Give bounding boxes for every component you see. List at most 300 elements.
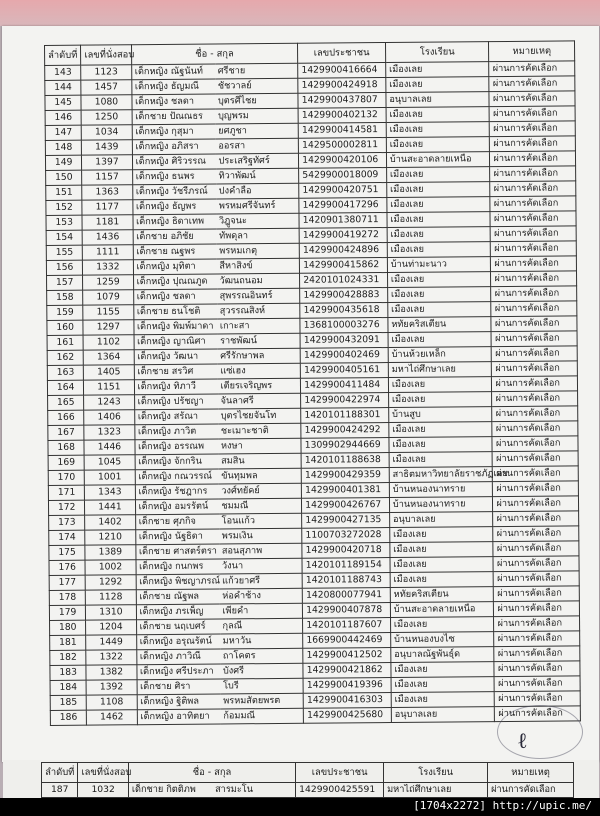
image-credit: [1704x2272] http://upic.me/ [413, 799, 592, 812]
cell-school: เมืองเลย [386, 107, 490, 123]
cell-exam-no: 1406 [84, 410, 134, 425]
cell-exam-no: 1457 [81, 80, 131, 95]
cell-name: เด็กหญิง พิมพ์มาดา [133, 319, 218, 335]
cell-seq: 174 [49, 530, 85, 545]
header-seq: ลำดับที่ [45, 45, 82, 65]
cell-note: ผ่านการคัดเลือก [493, 451, 579, 467]
cell-id: 1420800077941 [302, 588, 390, 604]
cell-id: 1429900420751 [299, 183, 387, 199]
cell-seq: 161 [47, 335, 83, 350]
cell-name: เด็กหญิง อมรรัตน์ [135, 499, 220, 515]
cell-school: เมืองเลย [391, 692, 495, 708]
cell-id: 1429900437807 [298, 93, 386, 109]
cell-note: ผ่านการคัดเลือก [494, 661, 580, 677]
cell-surname: บังศรี [221, 663, 303, 679]
cell-id: 1429900407878 [303, 602, 391, 618]
cell-name: เด็กหญิง ศรีประภา [136, 664, 221, 680]
cell-seq: 171 [48, 485, 84, 500]
cell-id: 1309902944669 [301, 438, 389, 454]
cell-exam-no: 1392 [86, 680, 136, 695]
cell-exam-no: 1436 [82, 230, 132, 245]
cell-surname: สอนสุภาพ [220, 543, 302, 559]
cell-id: 1429900402469 [300, 348, 388, 364]
cell-name: เด็กหญิง ญาณิศา [134, 334, 219, 350]
cell-surname: วังนา [220, 558, 302, 574]
cell-id: 1420101189154 [302, 558, 390, 574]
cell-school: หทัยคริสเตียน [388, 317, 492, 333]
cell-note: ผ่านการคัดเลือก [492, 376, 578, 392]
cell-surname: หงษา [219, 438, 301, 454]
results-table [44, 40, 581, 726]
cell-note: ผ่านการคัดเลือก [491, 241, 577, 257]
cell-exam-no: 1322 [86, 650, 136, 665]
next-page-table [41, 762, 574, 798]
cell-school: เมืองเลย [389, 422, 493, 438]
cell-surname: บุญพรม [216, 108, 298, 124]
cell-note: ผ่านการคัดเลือก [492, 391, 578, 407]
cell-seq: 157 [47, 275, 83, 290]
cell-seq: 187 [42, 783, 78, 798]
stamp-seal [497, 705, 583, 759]
cell-id: 1429900428883 [300, 288, 388, 304]
cell-note: ผ่านการคัดเลือก [490, 136, 576, 152]
cell-note: ผ่านการคัดเลือก [495, 691, 581, 707]
cell-school: เมืองเลย [390, 527, 494, 543]
cell-id: 1420901380711 [299, 213, 387, 229]
signature-mark: ℓ [517, 729, 528, 754]
cell-id: 1429900417296 [299, 198, 387, 214]
cell-school: เมืองเลย [387, 212, 491, 228]
cell-seq: 145 [45, 95, 81, 110]
cell-surname: ศรีรักษาพล [218, 348, 300, 364]
cell-note: ผ่านการคัดเลือก [491, 286, 577, 302]
cell-note: ผ่านการคัดเลือก [491, 316, 577, 332]
cell-school: บ้านหนองนาทราย [389, 482, 493, 498]
cell-name: เด็กหญิง ธนพร [132, 169, 217, 185]
cell-exam-no: 1250 [81, 110, 131, 125]
cell-id: 1429900401381 [302, 483, 390, 499]
cell-school: เมืองเลย [391, 662, 495, 678]
cell-name: เด็กหญิง กุสุมา [132, 124, 217, 140]
cell-surname: ก้อมมณี [221, 708, 303, 724]
cell-name: เด็กหญิง ชลดา [131, 94, 216, 110]
cell-name: เด็กหญิง อภิสรา [132, 139, 217, 155]
cell-exam-no: 1157 [82, 170, 132, 185]
cell-id: 1429900416664 [298, 63, 386, 79]
cell-seq: 173 [49, 515, 85, 530]
cell-name: เด็กหญิง อรรณพ [134, 439, 219, 455]
cell-surname: สุวรรณสิงห์ [218, 303, 300, 319]
cell-id: 1429900422974 [301, 393, 389, 409]
cell-note: ผ่านการคัดเลือก [489, 76, 575, 92]
cell-seq: 168 [48, 440, 84, 455]
cell-note: ผ่านการคัดเลือก [491, 271, 577, 287]
cell-seq: 166 [48, 410, 84, 425]
cell-school: เมืองเลย [387, 287, 491, 303]
cell-seq: 165 [48, 395, 84, 410]
cell-school: เมืองเลย [388, 392, 492, 408]
cell-name: เด็กหญิง ธัญพร [132, 199, 217, 215]
cell-school: บ้านสูบ [389, 407, 493, 423]
cell-school: เมืองเลย [387, 272, 491, 288]
background-top [0, 0, 600, 26]
cell-id: 1429900420718 [302, 543, 390, 559]
cell-seq: 182 [50, 650, 86, 665]
cell-seq: 154 [46, 230, 82, 245]
cell-school: เมืองเลย [388, 302, 492, 318]
next-header-name: ชื่อ - สกุล [128, 763, 295, 783]
cell-note: ผ่านการคัดเลือก [491, 256, 577, 272]
next-table-body [42, 783, 574, 798]
cell-exam-no: 1079 [83, 290, 133, 305]
cell-note: ผ่านการคัดเลือก [494, 571, 580, 587]
cell-note: ผ่านการคัดเลือก [495, 676, 581, 692]
cell-surname: สุพรรณอินทร์ [218, 288, 300, 304]
cell-name: เด็กหญิง กนกพร [136, 559, 221, 575]
cell-seq: 178 [49, 590, 85, 605]
cell-school: บ้านหนองบงไซ [390, 632, 494, 648]
cell-name: เด็กหญิง ฐิติพล [137, 694, 222, 710]
cell-seq: 155 [46, 245, 82, 260]
cell-school: มหาไถ่ศึกษาเลย [384, 783, 488, 798]
cell-name: เด็กหญิง ภาวิณี [136, 649, 221, 665]
cell-school: บ้านสะอาดลายเหนือ [390, 602, 494, 618]
next-header-school: โรงเรียน [384, 763, 488, 783]
cell-id: 1429900415862 [300, 258, 388, 274]
cell-id: 1100703272028 [302, 528, 390, 544]
cell-seq: 172 [48, 500, 84, 515]
header-note: หมายเหตุ [489, 41, 575, 62]
cell-school: มหาไถ่ศึกษาเลย [388, 362, 492, 378]
cell-note: ผ่านการคัดเลือก [490, 166, 576, 182]
cell-id: 1420101188638 [301, 453, 389, 469]
cell-surname: เตียรเจริญพร [218, 378, 300, 394]
cell-exam-no: 1439 [82, 140, 132, 155]
cell-note: ผ่านการคัดเลือก [493, 556, 579, 572]
cell-id: 2420101024331 [300, 273, 388, 289]
cell-note: ผ่านการคัดเลือก [491, 226, 577, 242]
cell-exam-no: 1449 [86, 635, 136, 650]
cell-surname: สารมะโน [213, 783, 296, 798]
cell-id: 1420101188301 [301, 408, 389, 424]
cell-school: อนุบาลเลย [391, 707, 495, 723]
cell-exam-no: 1034 [82, 125, 132, 140]
cell-school: เมืองเลย [388, 332, 492, 348]
cell-exam-no: 1382 [86, 665, 136, 680]
cell-seq: 179 [49, 605, 85, 620]
cell-surname: แซ่เฮง [218, 363, 300, 379]
cell-note: ผ่านการคัดเลือก [490, 121, 576, 137]
cell-exam-no: 1155 [83, 305, 133, 320]
cell-surname: พรหมศรีจันทร์ [217, 198, 299, 214]
cell-school: เมืองเลย [386, 122, 490, 138]
cell-school: อนุบาลเลย [386, 92, 490, 108]
cell-seq: 167 [48, 425, 84, 440]
cell-seq: 159 [47, 305, 83, 320]
cell-school: บ้านหนองนาทราย [389, 497, 493, 513]
cell-name: เด็กหญิง ภรเพ็ญ [136, 604, 221, 620]
cell-note: ผ่านการคัดเลือก [493, 526, 579, 542]
cell-exam-no: 1151 [84, 380, 134, 395]
cell-exam-no: 1364 [83, 350, 133, 365]
cell-name: เด็กหญิง ณัฐนันท์ [131, 64, 216, 80]
cell-name: เด็กหญิง อาทิตยา [137, 709, 222, 725]
cell-surname: ชัชวาลย์ [216, 78, 298, 94]
cell-surname: เพียคำ [220, 603, 302, 619]
cell-id: 1429900424896 [299, 243, 387, 259]
cell-note: ผ่านการคัดเลือก [490, 211, 576, 227]
cell-surname: มหาวัน [221, 633, 303, 649]
cell-school: บ้านสะอาดลายเหนือ [386, 152, 490, 168]
cell-note: ผ่านการคัดเลือก [493, 496, 579, 512]
cell-note: ผ่านการคัดเลือก [494, 646, 580, 662]
header-school: โรงเรียน [385, 42, 489, 63]
cell-exam-no: 1128 [86, 590, 136, 605]
cell-note: ผ่านการคัดเลือก [493, 466, 579, 482]
cell-name: เด็กชาย ศุภกิจ [135, 514, 220, 530]
cell-seq: 151 [46, 185, 82, 200]
cell-exam-no: 1080 [81, 95, 131, 110]
cell-surname: เกาะสา [218, 318, 300, 334]
cell-id: 1429900412502 [303, 647, 391, 663]
cell-note: ผ่านการคัดเลือก [492, 331, 578, 347]
cell-id: 1368100003276 [300, 318, 388, 334]
cell-name: เด็กชาย กิตติภพ [128, 783, 213, 798]
cell-seq: 177 [49, 575, 85, 590]
cell-surname: ปงคำลือ [217, 183, 299, 199]
cell-exam-no: 1402 [85, 515, 135, 530]
cell-id: 1429500002811 [299, 138, 387, 154]
cell-id: 1429900414581 [298, 123, 386, 139]
cell-note: ผ่านการคัดเลือก [494, 586, 580, 602]
cell-school: เมืองเลย [390, 617, 494, 633]
cell-exam-no: 1177 [82, 200, 132, 215]
cell-exam-no: 1243 [84, 395, 134, 410]
cell-school: เมืองเลย [388, 377, 492, 393]
cell-id: 1429900420106 [299, 153, 387, 169]
cell-surname: ออรสา [216, 138, 298, 154]
cell-name: เด็กชาย ปัณณธร [132, 109, 217, 125]
cell-exam-no: 1045 [84, 455, 134, 470]
cell-exam-no: 1181 [82, 215, 132, 230]
cell-surname: ห่อคำช้าง [220, 588, 302, 604]
cell-surname: โอนแก้ว [220, 513, 302, 529]
cell-seq: 147 [45, 125, 81, 140]
cell-name: เด็กหญิง ชลดา [133, 289, 218, 305]
cell-seq: 149 [45, 155, 81, 170]
cell-name: เด็กชาย ธนโชติ [133, 304, 218, 320]
cell-exam-no: 1441 [85, 500, 135, 515]
cell-name: เด็กหญิง ศิริวรรณ [132, 154, 217, 170]
cell-id: 1429900425680 [304, 707, 392, 723]
cell-school: เมืองเลย [387, 182, 491, 198]
cell-surname: สีหาสิงข์ [217, 258, 299, 274]
cell-id: 1429900435618 [300, 303, 388, 319]
cell-id: 1429900419396 [303, 677, 391, 693]
cell-exam-no: 1332 [83, 260, 133, 275]
cell-id: 1420101187607 [303, 617, 391, 633]
cell-surname: ประเสริฐทัศร์ [216, 153, 298, 169]
cell-seq: 176 [49, 560, 85, 575]
cell-seq: 144 [45, 80, 81, 95]
cell-school: เมืองเลย [387, 197, 491, 213]
cell-name: เด็กหญิง ภาวิต [134, 424, 219, 440]
cell-id: 1429900425591 [296, 783, 384, 798]
cell-seq: 183 [50, 665, 86, 680]
cell-exam-no: 1108 [87, 695, 137, 710]
cell-surname: กุลณี [220, 618, 302, 634]
next-header-id: เลขประชาชน [296, 763, 384, 783]
cell-surname: ราชพัฒน์ [218, 333, 300, 349]
cell-id: 1429900416303 [303, 692, 391, 708]
cell-seq: 181 [50, 635, 86, 650]
cell-seq: 170 [48, 470, 84, 485]
next-table-header-row [42, 763, 574, 783]
cell-note: ผ่านการคัดเลือก [490, 196, 576, 212]
cell-seq: 180 [50, 620, 86, 635]
cell-school: เมืองเลย [390, 557, 494, 573]
cell-name: เด็กหญิง มุทิตา [133, 259, 218, 275]
cell-note: ผ่านการคัดเลือก [492, 421, 578, 437]
cell-note: ผ่านการคัดเลือก [492, 361, 578, 377]
cell-note: ผ่านการคัดเลือก [492, 436, 578, 452]
cell-seq: 156 [46, 260, 82, 275]
cell-exam-no: 1462 [87, 710, 137, 725]
cell-school: บ้านห้วยเหล็ก [388, 347, 492, 363]
cell-surname: วัฒนถนอม [217, 273, 299, 289]
cell-note: ผ่านการคัดเลือก [493, 541, 579, 557]
cell-school: หทัยคริสเตียน [390, 587, 494, 603]
cell-note: ผ่านการคัดเลือก [490, 151, 576, 167]
cell-id: 1420101188743 [302, 573, 390, 589]
cell-name: เด็กหญิง นัฐธิดา [135, 529, 220, 545]
cell-name: เด็กหญิง สรัณา [134, 409, 219, 425]
cell-surname: พรมเงิน [220, 528, 302, 544]
cell-note: ผ่านการคัดเลือก [493, 481, 579, 497]
cell-seq: 143 [45, 65, 81, 80]
cell-name: เด็กชาย นฤเบศร์ [136, 619, 221, 635]
cell-name: เด็กหญิง ปรัชญา [134, 394, 219, 410]
cell-seq: 150 [46, 170, 82, 185]
cell-note: ผ่านการคัดเลือก [489, 61, 575, 77]
cell-note: ผ่านการคัดเลือก [495, 706, 581, 722]
cell-name: เด็กหญิง จักกริน [135, 454, 220, 470]
cell-note: ผ่านการคัดเลือก [494, 616, 580, 632]
cell-surname: ถาโคตร [221, 648, 303, 664]
cell-surname: ยศภูชา [216, 123, 298, 139]
cell-exam-no: 1032 [78, 783, 128, 798]
cell-id: 1429900405161 [301, 363, 389, 379]
cell-surname: ทิวาพัฒน์ [217, 168, 299, 184]
cell-note: ผ่านการคัดเลือก [490, 106, 576, 122]
cell-seq: 175 [49, 545, 85, 560]
cell-seq: 186 [50, 710, 86, 725]
cell-exam-no: 1310 [86, 605, 136, 620]
header-id: เลขประชาชน [298, 43, 386, 64]
cell-surname: สมสิน [219, 453, 301, 469]
cell-surname: ทัพดุลา [217, 228, 299, 244]
cell-school: เมืองเลย [387, 242, 491, 258]
cell-school: สาธิตมหาวิทยาลัยราชภัฏเลย [389, 467, 493, 483]
cell-school: เมืองเลย [386, 77, 490, 93]
cell-surname: แก้วยาศรี [220, 573, 302, 589]
cell-note: ผ่านการคัดเลือก [490, 181, 576, 197]
cell-name: เด็กชาย ศาสตร์ตรา [135, 544, 220, 560]
cell-school: เมืองเลย [391, 677, 495, 693]
cell-school: อนุบาลเลย [389, 512, 493, 528]
cell-surname: บุตรศีไชย [216, 93, 298, 109]
cell-school: เมืองเลย [386, 167, 490, 183]
cell-name: เด็กหญิง รัชฎากร [135, 484, 220, 500]
table-row [42, 783, 574, 798]
cell-id: 1669900442469 [303, 632, 391, 648]
cell-name: เด็กหญิง ธัญมณี [131, 79, 216, 95]
cell-exam-no: 1210 [85, 530, 135, 545]
cell-school: เมืองเลย [389, 437, 493, 453]
cell-school: เมืองเลย [387, 227, 491, 243]
cell-name: เด็กหญิง ปุณณภูด [133, 274, 218, 290]
cell-exam-no: 1292 [85, 575, 135, 590]
cell-note: ผ่านการคัดเลือก [492, 406, 578, 422]
cell-seq: 185 [50, 695, 86, 710]
cell-seq: 184 [50, 680, 86, 695]
cell-seq: 148 [45, 140, 81, 155]
cell-name: เด็กชาย ศิรา [137, 679, 222, 695]
cell-school: เมืองเลย [389, 452, 493, 468]
cell-exam-no: 1323 [84, 425, 134, 440]
next-header-exam-no: เลขที่นั่งสอบ [78, 763, 128, 783]
cell-exam-no: 1297 [83, 320, 133, 335]
cell-id: 1429900426767 [302, 498, 390, 514]
cell-surname: พรหมสัตยพรต [221, 693, 303, 709]
cell-id: 1429900424292 [301, 423, 389, 439]
cell-note: ผ่านการคัดเลือก [493, 511, 579, 527]
cell-id: 1429900429359 [301, 468, 389, 484]
cell-id: 1429900424918 [298, 78, 386, 94]
cell-exam-no: 1343 [85, 485, 135, 500]
cell-name: เด็กชาย อภิชัย [133, 229, 218, 245]
cell-seq: 153 [46, 215, 82, 230]
cell-note: ผ่านการคัดเลือก [494, 631, 580, 647]
cell-name: เด็กหญิง พิชญาภรณ์ [136, 574, 221, 590]
cell-id: 1429900421862 [303, 662, 391, 678]
cell-surname: ขันทุมพล [219, 468, 301, 484]
cell-id: 1429900411484 [301, 378, 389, 394]
cell-exam-no: 1111 [83, 245, 133, 260]
cell-exam-no: 1389 [85, 545, 135, 560]
cell-school: เมืองเลย [390, 542, 494, 558]
cell-name: เด็กหญิง กณวรรณ์ [135, 469, 220, 485]
cell-surname: วิฎูจนะ [217, 213, 299, 229]
cell-name: เด็กหญิง วัฒนา [134, 349, 219, 365]
cell-exam-no: 1102 [83, 335, 133, 350]
cell-name: เด็กชาย ณฐพร [133, 244, 218, 260]
cell-exam-no: 1001 [85, 470, 135, 485]
cell-id: 1429900402132 [298, 108, 386, 124]
cell-school: เมืองเลย [386, 62, 490, 78]
cell-name: เด็กหญิง อรุณรัตน์ [136, 634, 221, 650]
next-header-seq: ลำดับที่ [42, 763, 78, 783]
cell-name: เด็กหญิง ธิดาเทพ [133, 214, 218, 230]
cell-seq: 164 [47, 380, 83, 395]
cell-exam-no: 1204 [86, 620, 136, 635]
header-name: ชื่อ - สกุล [131, 43, 298, 64]
cell-school: เมืองเลย [386, 137, 490, 153]
cell-exam-no: 1002 [85, 560, 135, 575]
cell-surname: โบรี [221, 678, 303, 694]
cell-seq: 162 [47, 350, 83, 365]
cell-seq: 163 [47, 365, 83, 380]
